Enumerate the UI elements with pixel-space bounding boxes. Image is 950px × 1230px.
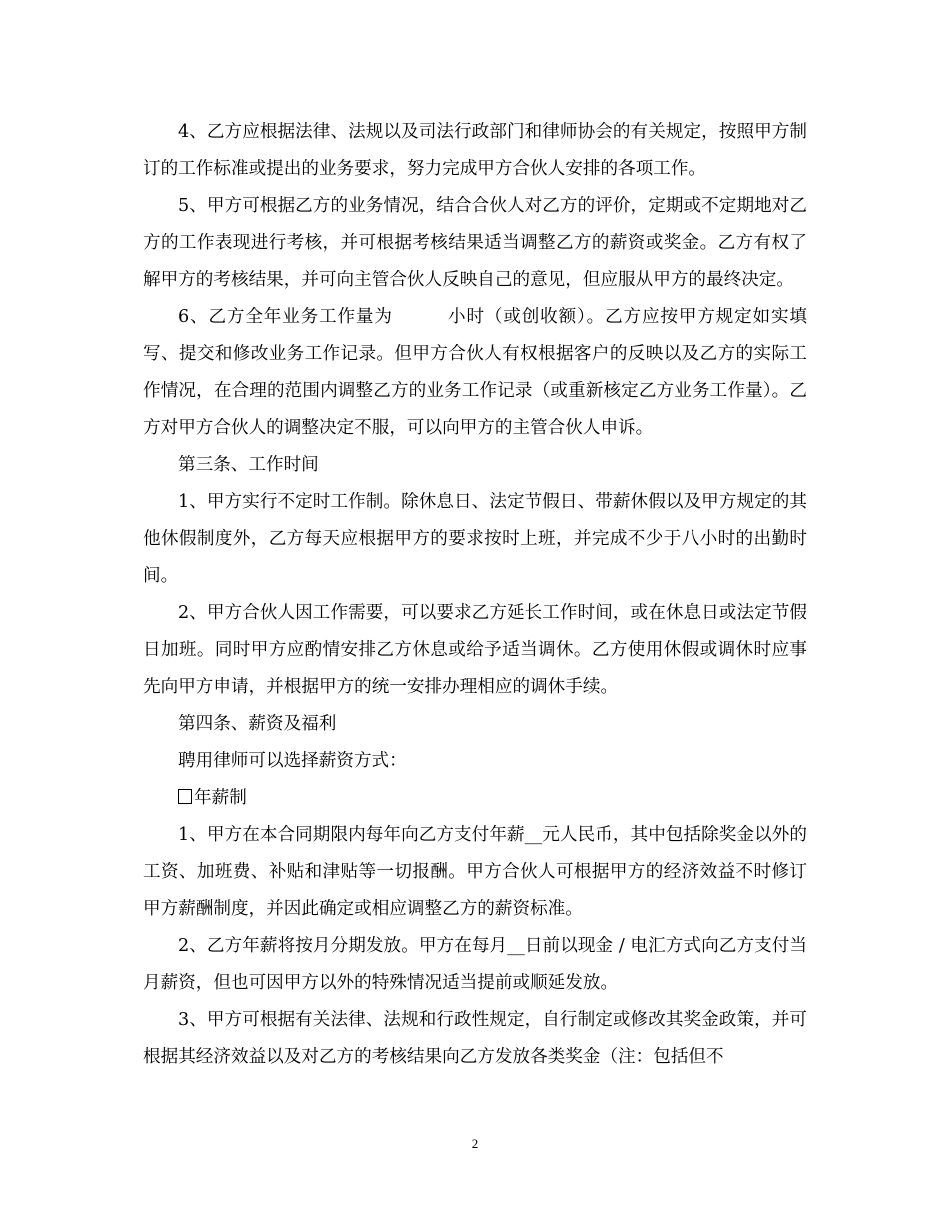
- paragraph-clause-6: 6、乙方全年业务工作量为 小时（或创收额）。乙方应按甲方规定如实填写、提交和修改业务工作记录。但甲方合伙人有权根据客户的反映以及乙方的实际工作情况，在合理的范围内调整乙方的业务工作记录（或重新核定乙方业务工作量）。乙方对甲方合伙人的调整决定不服，可以向甲方的主管合伙人申诉。: [143, 307, 807, 438]
- section-heading-article-4: 第四条、薪资及福利: [178, 714, 337, 734]
- salary-method-intro: 聘用律师可以选择薪资方式：: [178, 751, 407, 771]
- paragraph-article-4-clause-1: 1、甲方在本合同期限内每年向乙方支付年薪__元人民币，其中包括除奖金以外的工资、加班费、补贴和津贴等一切报酬。甲方合伙人可根据甲方的经济效益不时修订甲方薪酬制度，并因此确定或相应调整乙方的薪资标准。: [143, 825, 807, 919]
- annual-salary-option: [143, 780, 807, 817]
- document-body: [143, 114, 807, 1076]
- section-heading-article-3: 第三条、工作时间: [178, 455, 319, 475]
- paragraph-article-3-clause-2: 2、甲方合伙人因工作需要，可以要求乙方延长工作时间，或在休息日或法定节假日加班。同时甲方应酌情安排乙方休息或给予适当调休。乙方使用休假或调休时应事先向甲方申请，并根据甲方的统一安排办理相应的调休手续。: [143, 603, 807, 697]
- paragraph-article-4-clause-2: 2、乙方年薪将按月分期发放。甲方在每月__日前以现金 / 电汇方式向乙方支付当月薪资，但也可因甲方以外的特殊情况适当提前或顺延发放。: [143, 936, 807, 993]
- checkbox-icon[interactable]: [178, 789, 192, 804]
- paragraph-article-4-clause-3: 3、甲方可根据有关法律、法规和行政性规定，自行制定或修改其奖金政策，并可根据其经济效益以及对乙方的考核结果向乙方发放各类奖金（注：包括但不: [143, 1010, 807, 1067]
- paragraph-clause-5: 5、甲方可根据乙方的业务情况，结合合伙人对乙方的评价，定期或不定期地对乙方的工作表现进行考核，并可根据考核结果适当调整乙方的薪资或奖金。乙方有权了解甲方的考核结果，并可向主管合伙人反映自己的意见，但应服从甲方的最终决定。: [143, 196, 807, 290]
- page-number: 2: [471, 1136, 479, 1151]
- annual-salary-label: 年薪制: [194, 788, 247, 808]
- paragraph-article-3-clause-1: 1、甲方实行不定时工作制。除休息日、法定节假日、带薪休假以及甲方规定的其他休假制度外，乙方每天应根据甲方的要求按时上班，并完成不少于八小时的出勤时间。: [143, 492, 807, 586]
- paragraph-clause-4: 4、乙方应根据法律、法规以及司法行政部门和律师协会的有关规定，按照甲方制订的工作标准或提出的业务要求，努力完成甲方合伙人安排的各项工作。: [143, 122, 807, 179]
